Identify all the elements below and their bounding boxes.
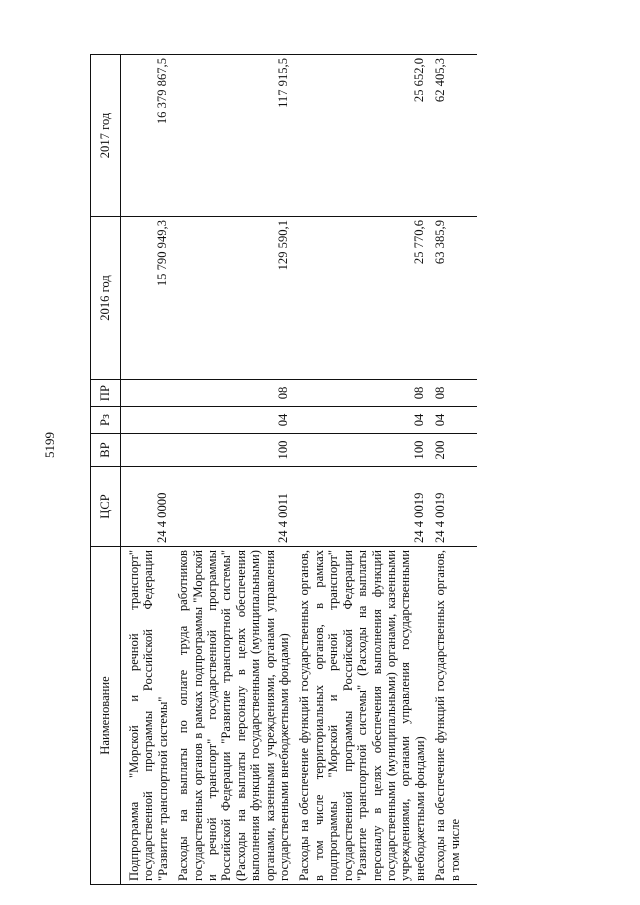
row-pr: 08	[427, 380, 477, 407]
table-header-row	[91, 55, 121, 885]
row-name: Подпрограмма "Морской и речной транспорт" государственной программы Российской Федерации "Развитие транспортной системы"	[121, 547, 171, 885]
row-2016: 129 590,1	[170, 217, 291, 380]
row-vr: 100	[291, 434, 427, 467]
row-csr: 24 4 0011	[170, 467, 291, 547]
row-name-text: Расходы на обеспечение функций государственных органов, в том числе	[433, 550, 462, 881]
row-2016: 15 790 949,3	[121, 217, 171, 380]
row-2017: 117 915,5	[170, 55, 291, 217]
column-header-rz: Рз	[91, 407, 121, 434]
table-row	[291, 55, 427, 885]
row-pr: 08	[170, 380, 291, 407]
row-rz: 04	[427, 407, 477, 434]
column-header-2017: 2017 год	[91, 55, 121, 217]
column-header-name: Наименование	[91, 547, 121, 885]
row-2016: 25 770,6	[291, 217, 427, 380]
column-header-2016: 2016 год	[91, 217, 121, 380]
row-rz: 04	[170, 407, 291, 434]
table-row	[170, 55, 291, 885]
row-vr: 200	[427, 434, 477, 467]
table-row	[427, 55, 477, 885]
row-2017: 25 652,0	[291, 55, 427, 217]
row-pr	[121, 380, 171, 407]
table-row	[121, 55, 171, 885]
row-vr: 100	[170, 434, 291, 467]
row-pr: 08	[291, 380, 427, 407]
row-name	[427, 547, 477, 885]
row-2016: 63 385,9	[427, 217, 477, 380]
column-header-vr: ВР	[91, 434, 121, 467]
column-header-pr: ПР	[91, 380, 121, 407]
row-name: Расходы на обеспечение функций государственных органов, в том числе территориальных органов, в рамках подпрограммы "Морской и речной транспорт" государственной программы Российской Федерации "Развитие транспортной системы" (Расходы на выплаты персоналу в целях обеспечения выполнения функций государственными (муниципальными) органами, казенными учреждениями, органами управления государственными внебюджетными фондами)	[291, 547, 427, 885]
budget-table	[90, 54, 477, 885]
row-csr: 24 4 0000	[121, 467, 171, 547]
row-rz	[121, 407, 171, 434]
row-csr: 24 4 0019	[427, 467, 477, 547]
rotated-page-content	[90, 55, 595, 885]
page-number: 5199	[42, 432, 57, 458]
row-name: Расходы на выплаты по оплате труда работников государственных органов в рамках подпрограммы "Морской и речной транспорт" государственной программы Российской Федерации "Развитие транспортной системы" (Расходы на выплаты персоналу в целях обеспечения выполнения функций государственными (муниципальными) органами, казенными учреждениями, органами управления государственными внебюджетными фондами)	[170, 547, 291, 885]
row-rz: 04	[291, 407, 427, 434]
row-2017: 16 379 867,5	[121, 55, 171, 217]
row-csr: 24 4 0019	[291, 467, 427, 547]
column-header-csr: ЦСР	[91, 467, 121, 547]
row-2017: 62 405,3	[427, 55, 477, 217]
row-vr	[121, 434, 171, 467]
